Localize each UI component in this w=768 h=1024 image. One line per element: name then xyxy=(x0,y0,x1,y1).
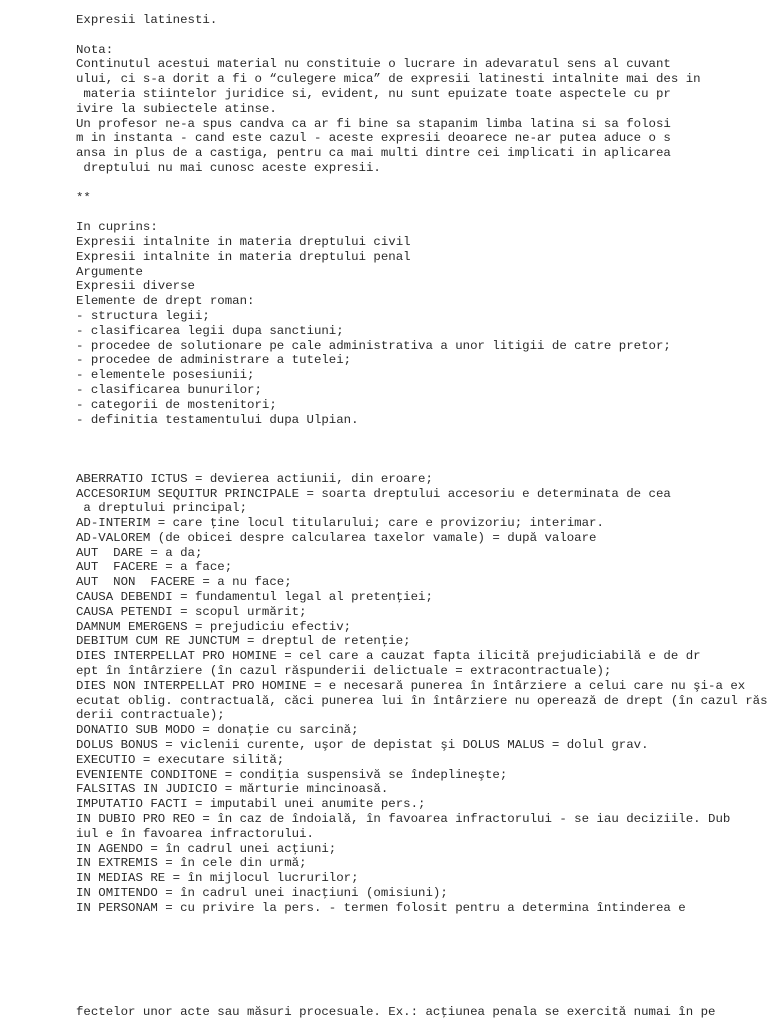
document-line: Argumente xyxy=(76,264,143,279)
document-line xyxy=(76,176,768,191)
document-line: ansa in plus de a castiga, pentru ca mai multi dintre cei implicati in aplicarea xyxy=(76,146,671,161)
document-line: IMPUTATIO FACTI = imputabil unei anumite pers.; xyxy=(76,797,426,812)
document-line: DIES NON INTERPELLAT PRO HOMINE = e necesară punerea în întârziere a celui care nu şi-a ex xyxy=(76,678,746,693)
document-line: AD-INTERIM = care ţine locul titularului; care e provizoriu; interimar. xyxy=(76,516,604,531)
page-continuation-line: fectelor unor acte sau măsuri procesuale. Ex.: acţiunea penala se exercită numai în pe xyxy=(76,1005,716,1019)
document-line: DAMNUM EMERGENS = prejudiciu efectiv; xyxy=(76,619,352,634)
document-line: - procedee de administrare a tutelei; xyxy=(76,353,352,368)
document-line: IN DUBIO PRO REO = în caz de îndoială, în favoarea infractorului - se iau deciziile. Dub xyxy=(76,812,731,827)
document-line: AUT NON FACERE = a nu face; xyxy=(76,575,292,590)
document-line xyxy=(76,205,768,220)
document-line: - categorii de mostenitori; xyxy=(76,397,277,412)
document-line: EVENIENTE CONDITONE = condiţia suspensivă se îndeplineşte; xyxy=(76,767,508,782)
document-line: IN OMITENDO = în cadrul unei inacţiuni (omisiuni); xyxy=(76,886,448,901)
document-body xyxy=(76,13,768,916)
document-line: ** xyxy=(76,190,91,205)
document-line: IN PERSONAM = cu privire la pers. - termen folosit pentru a determina întinderea e xyxy=(76,900,686,915)
document-line: EXECUTIO = executare silită; xyxy=(76,752,285,767)
document-line: - definitia testamentului dupa Ulpian. xyxy=(76,412,359,427)
document-line: ept în întârziere (în cazul răspunderii delictuale = extracontractuale); xyxy=(76,664,612,679)
document-line: IN EXTREMIS = în cele din urmă; xyxy=(76,856,307,871)
document-line: In cuprins: xyxy=(76,220,158,235)
document-line: materia stiintelor juridice si, evident, nu sunt epuizate toate aspectele cu pr xyxy=(76,86,671,101)
document-line xyxy=(76,457,768,472)
document-line: ului, ci s-a dorit a fi o “culegere mica” de expresii latinesti intalnite mai des in xyxy=(76,72,701,87)
document-line: - clasificarea legii dupa sanctiuni; xyxy=(76,323,344,338)
document-line: Nota: xyxy=(76,42,114,57)
document-line: Continutul acestui material nu constituie o lucrare in adevaratul sens al cuvant xyxy=(76,57,671,72)
document-line: IN MEDIAS RE = în mijlocul lucrurilor; xyxy=(76,871,359,886)
document-line: iul e în favoarea infractorului. xyxy=(76,826,314,841)
document-line: DOLUS BONUS = viclenii curente, uşor de depistat şi DOLUS MALUS = dolul grav. xyxy=(76,738,649,753)
document-line: - structura legii; xyxy=(76,308,210,323)
document-line: - procedee de solutionare pe cale administrativa a unor litigii de catre pretor; xyxy=(76,338,671,353)
document-line: m in instanta - cand este cazul - aceste expresii deoarece ne-ar putea aduce o s xyxy=(76,131,671,146)
document-line: ACCESORIUM SEQUITUR PRINCIPALE = soarta dreptului accesoriu e determinata de cea xyxy=(76,486,671,501)
document-line: DONATIO SUB MODO = donaţie cu sarcină; xyxy=(76,723,359,738)
document-line xyxy=(76,442,768,457)
document-line: Expresii latinesti. xyxy=(76,13,218,27)
document-line: ecutat oblig. contractuală, căci punerea lui în întârziere nu operează de drept (în cazul răs xyxy=(76,693,768,708)
document-line: FALSITAS IN JUDICIO = mărturie mincinoasă. xyxy=(76,782,389,797)
document-line: CAUSA DEBENDI = fundamentul legal al pretenţiei; xyxy=(76,590,433,605)
document-line: DIES INTERPELLAT PRO HOMINE = cel care a cauzat fapta ilicită prejudiciabilă e de dr xyxy=(76,649,701,664)
document-line xyxy=(76,28,768,43)
document-line: - clasificarea bunurilor; xyxy=(76,382,262,397)
document-line: IN AGENDO = în cadrul unei acţiuni; xyxy=(76,841,337,856)
document-line: AUT FACERE = a face; xyxy=(76,560,233,575)
document-line: dreptului nu mai cunosc aceste expresii. xyxy=(76,160,381,175)
document-line: AUT DARE = a da; xyxy=(76,545,203,560)
document-line: Expresii diverse xyxy=(76,279,195,294)
document-line: ABERRATIO ICTUS = devierea actiunii, din eroare; xyxy=(76,471,433,486)
document-line: Expresii intalnite in materia dreptului penal xyxy=(76,249,411,264)
document-line: AD-VALOREM (de obicei despre calcularea taxelor vamale) = după valoare xyxy=(76,530,597,545)
document-line: Elemente de drept roman: xyxy=(76,294,255,309)
document-line xyxy=(76,427,768,442)
document-line: Un profesor ne-a spus candva ca ar fi bine sa stapanim limba latina si sa folosi xyxy=(76,116,671,131)
document-line: Expresii intalnite in materia dreptului civil xyxy=(76,234,411,249)
document-line: - elementele posesiunii; xyxy=(76,368,255,383)
document-line: DEBITUM CUM RE JUNCTUM = dreptul de retenţie; xyxy=(76,634,411,649)
document-line: a dreptului principal; xyxy=(76,501,248,516)
document-line: ivire la subiectele atinse. xyxy=(76,101,277,116)
document-line: derii contractuale); xyxy=(76,708,225,723)
document-line: CAUSA PETENDI = scopul urmărit; xyxy=(76,604,307,619)
